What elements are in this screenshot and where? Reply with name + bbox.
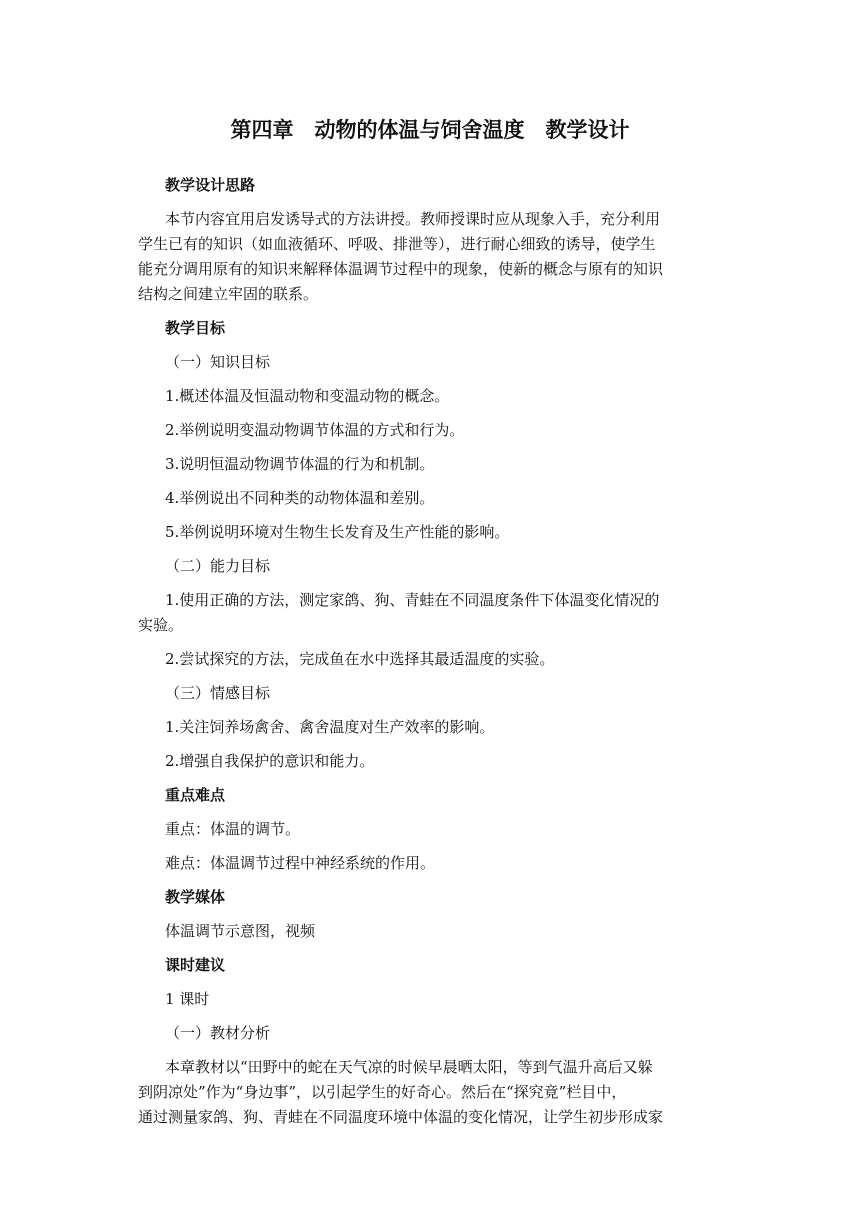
subheading-emotion: （三）情感目标 — [165, 684, 271, 702]
subheading-analysis: （一）教材分析 — [165, 1024, 271, 1042]
section-heading-hours: 课时建议 — [165, 956, 226, 974]
text-line: 1.使用正确的方法，测定家鸽、狗、青蛙在不同温度条件下体温变化情况的 — [165, 591, 660, 609]
section-heading-design: 教学设计思路 — [165, 176, 256, 194]
text-line: 本章教材以“田野中的蛇在天气凉的时候早晨晒太阳，等到气温升高后又躲 — [165, 1058, 653, 1076]
difficult-point: 难点：体温调节过程中神经系统的作用。 — [165, 854, 436, 872]
design-paragraph — [138, 202, 703, 311]
subheading-knowledge: （一）知识目标 — [165, 353, 271, 371]
text-line: 学生已有的知识（如血液循环、呼吸、排泄等），进行耐心细致的诱导，使学生 — [138, 235, 656, 253]
document-title: 第四章 动物的体温与饲舍温度 教学设计 — [230, 118, 630, 142]
key-point: 重点：体温的调节。 — [165, 820, 301, 838]
section-heading-media: 教学媒体 — [165, 888, 226, 906]
text-line: 本节内容宜用启发诱导式的方法讲授。教师授课时应从现象入手，充分利用 — [165, 210, 661, 228]
hours-text: 1 课时 — [165, 990, 210, 1008]
section-heading-goals: 教学目标 — [165, 319, 226, 337]
list-item: 5.举例说明环境对生物生长发育及生产性能的影响。 — [165, 523, 510, 541]
list-item: 2.增强自我保护的意识和能力。 — [165, 752, 375, 770]
text-line: 结构之间建立牢固的联系。 — [138, 285, 319, 303]
list-item: 2.举例说明变温动物调节体温的方式和行为。 — [165, 421, 465, 439]
analysis-paragraph — [138, 1050, 703, 1134]
media-text: 体温调节示意图，视频 — [165, 922, 316, 940]
list-item: 1.关注饲养场禽舍、禽舍温度对生产效率的影响。 — [165, 718, 495, 736]
text-line: 通过测量家鸽、狗、青蛙在不同温度环境中体温的变化情况，让学生初步形成家 — [138, 1108, 664, 1126]
subheading-ability: （二）能力目标 — [165, 557, 271, 575]
document-body — [138, 168, 730, 1134]
section-heading-key: 重点难点 — [165, 786, 226, 804]
text-line: 实验。 — [138, 616, 184, 634]
list-item: 3.说明恒温动物调节体温的行为和机制。 — [165, 455, 435, 473]
list-item: 1.概述体温及恒温动物和变温动物的概念。 — [165, 387, 450, 405]
text-line: 能充分调用原有的知识来解释体温调节过程中的现象，使新的概念与原有的知识 — [138, 260, 664, 278]
list-item: 4.举例说出不同种类的动物体温和差别。 — [165, 489, 435, 507]
ability-item-1 — [138, 583, 703, 642]
text-line: 到阴凉处”作为“身边事”，以引起学生的好奇心。然后在“探究竟”栏目中， — [138, 1083, 627, 1101]
list-item: 2.尝试探究的方法，完成鱼在水中选择其最适温度的实验。 — [165, 650, 555, 668]
